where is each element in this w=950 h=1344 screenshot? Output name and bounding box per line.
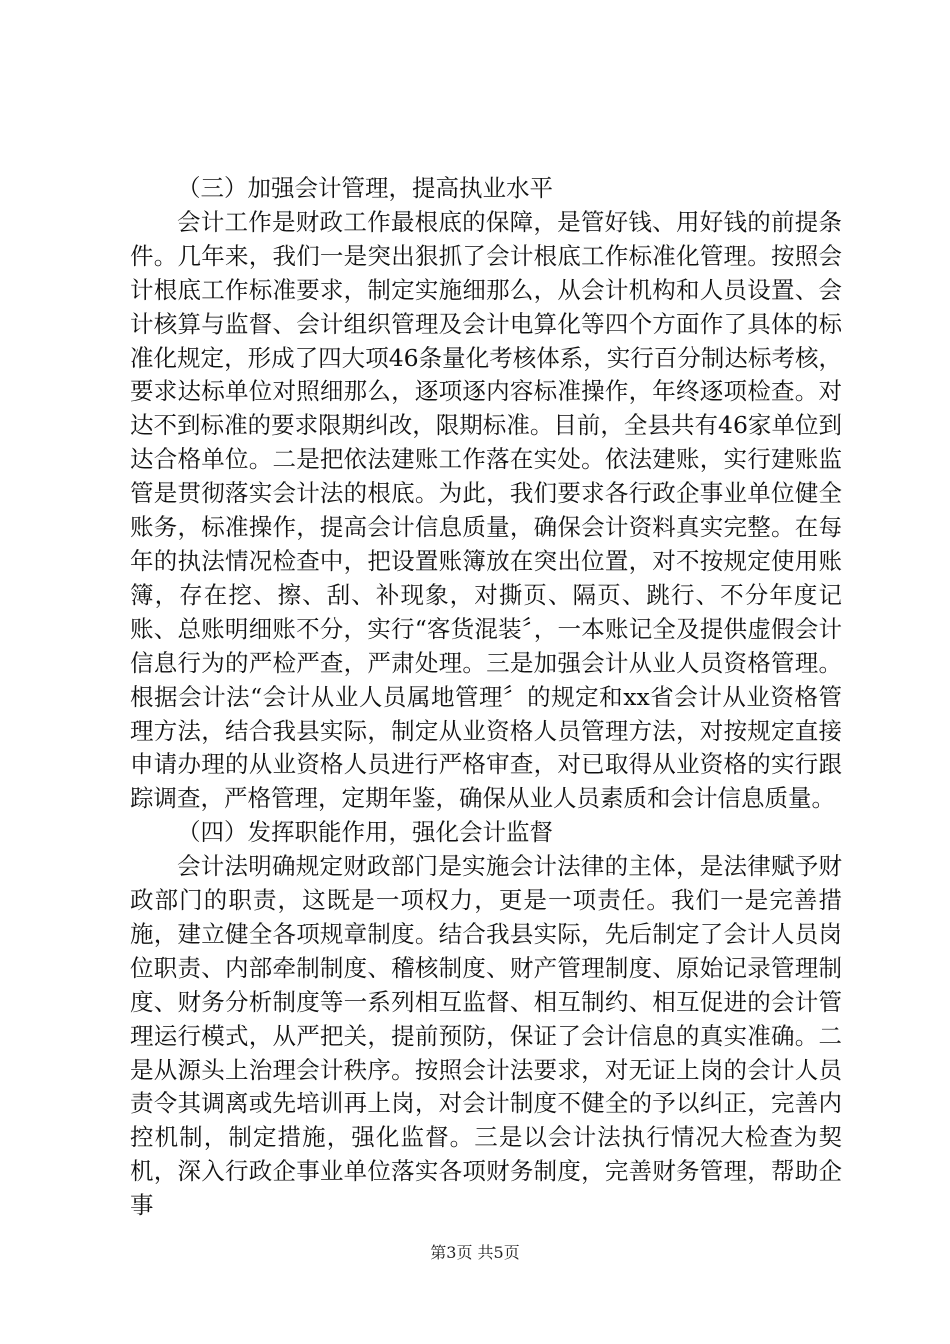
section-3-heading: （三）加强会计管理，提高执业水平 bbox=[177, 174, 553, 202]
section-4-heading: （四）发挥职能作用，强化会计监督 bbox=[177, 818, 553, 847]
document-body bbox=[130, 172, 842, 1223]
section-3-paragraph: 会计工作是财政工作最根底的保障，是管好钱、用好钱的前提条件。几年来，我们一是突出狠抓了会计根底工作标准化管理。按照会计根底工作标准要求，制定实施细那么，从会计机构和人员设置、会计核算与监督、会计组织管理及会计电算化等四个方面作了具体的标准化规定，形成了四大项46条量化考核体系，实行百分制达标考核，要求达标单位对照细那么，逐项逐内容标准操作，年终逐项检查。对达不到标准的要求限期纠改，限期标准。目前，全县共有46家单位到达合格单位。二是把依法建账工作落在实处。依法建账，实行建账监管是贯彻落实会计法的根底。为此，我们要求各行政企事业单位健全账务，标准操作，提高会计信息质量，确保会计资料真实完整。在每年的执法情况检查中，把设置账簿放在突出位置，对不按规定使用账簿，存在挖、擦、刮、补现象，对撕页、隔页、跳行、不分年度记账、总账明细账不分，实行“客货混装〞，一本账记全及提供虚假会计信息行为的严检严查，严肃处理。三是加强会计从业人员资格管理。根据会计法“会计从业人员属地管理〞的规定和xx省会计从业资格管理方法，结合我县实际，制定从业资格人员管理方法，对按规定直接申请办理的从业资格人员进行严格审查，对已取得从业资格的实行跟踪调查，严格管理，定期年鉴，确保从业人员素质和会计信息质量。 bbox=[130, 207, 842, 813]
page-number-footer: 第3页 共5页 bbox=[430, 1243, 520, 1262]
section-4-paragraph: 会计法明确规定财政部门是实施会计法律的主体，是法律赋予财政部门的职责，这既是一项权力，更是一项责任。我们一是完善措施，建立健全各项规章制度。结合我县实际，先后制定了会计人员岗位职责、内部牵制制度、稽核制度、财产管理制度、原始记录管理制度、财务分析制度等一系列相互监督、相互制约、相互促进的会计管理运行模式，从严把关，提前预防，保证了会计信息的真实准确。二是从源头上治理会计秩序。按照会计法要求，对无证上岗的会计人员责令其调离或先培训再上岗，对会计制度不健全的予以纠正，完善内控机制，制定措施，强化监督。三是以会计法执行情况大检查为契机，深入行政企事业单位落实各项财务制度，完善财务管理，帮助企事 bbox=[130, 852, 842, 1220]
